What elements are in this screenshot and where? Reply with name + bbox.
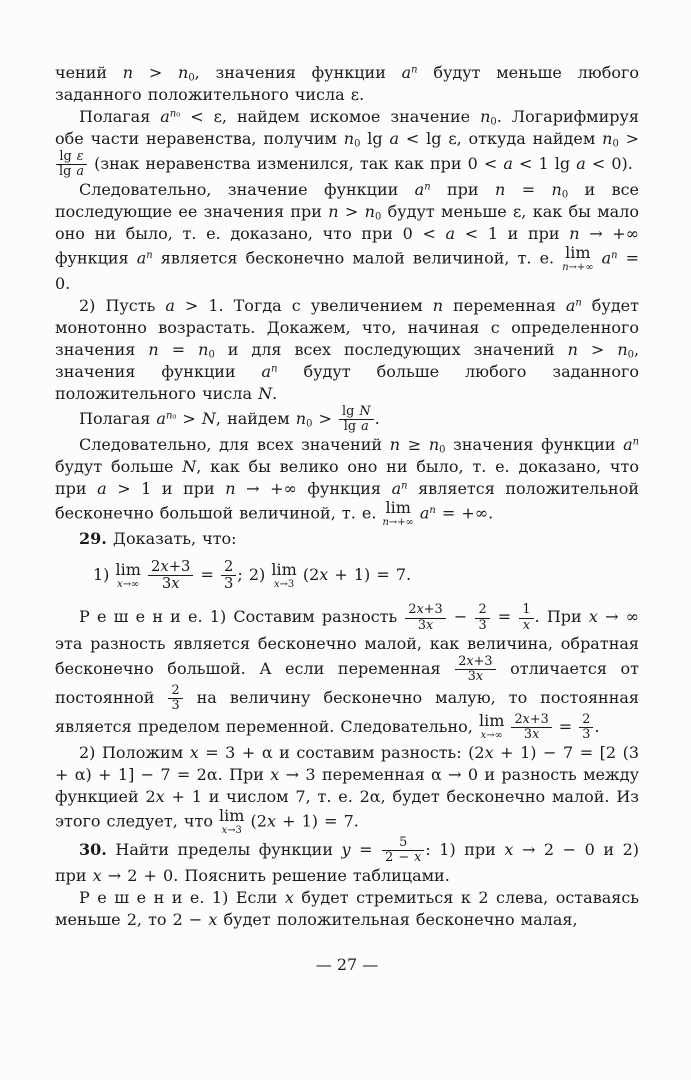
problem-29-formulas: 1) lim x→∞ $\frac{2x+3}{3x}$ = $\frac{2}{3}$ ; 2) lim x→3 (2x + 1) = 7. [93,558,412,593]
paragraph-sledovatelno-1: Следовательно, значение функции $a^n$ при $n = n_0$ и все последующие ее значения при $n > n_0$ будут меньше ε, как бы мало оно ни было, т. е. доказано, что при 0 < a < 1 и при n → +∞ функция $a^n$ является бесконечно малой величиной, т. е. lim n→+∞ $a^n = 0$. [55,180,640,294]
limit-operator: lim x→∞ [115,559,141,590]
fraction: $\frac{\text{lg N}}{\text{lg a}}$ [338,405,375,434]
limit-operator: lim x→3 [271,559,297,590]
fraction: $\frac{2}{3}$ [167,684,183,713]
paragraph-polagaya-N: Полагая $a^{n_0} > N$, найдем $n_0$ > $\frac{\text{lg N}}{\text{lg a}}$ . [79,404,380,435]
paragraph-sledovatelno-2: Следовательно, для всех значений $n \ge n_0$ значения функции $a^n$ будут больше N, как бы велико оно ни было, т. е. доказано, что при a > 1 и при n → +∞ функция $a^n$ является положительной бесконечно большой величиной, т. е. lim n→+∞ $a^n$ = +∞. [55,435,640,529]
paragraph-polagaya-epsilon: Полагая $a^{n_0} < \varepsilon$, найдем искомое значение $n_0$. Логарифмируя обе части неравенства, получим $n_0$ lg a < lg ε, откуда найдем $n_0$ > $\frac{\text{lg ε}}{\text{lg a}}$ (знак неравенства изменился, так как при 0 < a < 1 lg a < 0). [55,107,640,180]
fraction: $\frac{2x+3}{3x}$ [147,559,194,592]
limit-operator: lim x→∞ [478,711,505,742]
limit-operator: lim n→+∞ [382,498,414,529]
paragraph-continuation: чений $n > n_0$, значения функции $a^n$ будут меньше любого заданного положительного числа ε. [55,63,639,104]
limit-operator: lim x→3 [219,805,245,836]
fraction: $\frac{\text{lg ε}}{\text{lg a}}$ [55,150,88,179]
fraction: $\frac{2x+3}{3x}$ [404,603,446,632]
paragraph-case-2: 2) Пусть a > 1. Тогда с увеличением n переменная $a^n$ будет монотонно возрастать. Докажем, что, начиная с определенного значения $n = n_0$ и для всех последующих значений $n > n_0$, значения функции $a^n$ будут больше любого заданного положительного числа N. [55,296,640,404]
page-number: — 27 — [315,955,379,975]
fraction: $\frac{2}{3}$ [578,713,594,742]
problem-29-solution-part1: Р е ш е н и е. 1) Составим разность $\frac{2x+3}{3x}$ − $\frac{2}{3}$ = $\frac{1}{x}$ . При x → ∞ эта разность является бесконечно малой, как величина, обратная бесконечно большой. А если переменная $\frac{2x+3}{3x}$ отличается от постоянной $\frac{2}{3}$ на величину бесконечно малую, то постоянная является пределом переменной. Следовательно, lim x→∞ $\frac{2x+3}{3x}$ = $\frac{2}{3}$ . [55,602,640,742]
fraction: $\frac{5}{2 - x}$ [381,836,425,865]
fraction: $\frac{2}{3}$ [220,559,237,592]
fraction: $\frac{2}{3}$ [474,603,490,632]
problem-30-statement: 30. Найти пределы функции y = $\frac{5}{2 - x}$ : 1) при x → 2 − 0 и 2) при x → 2 + 0. Пояснить решение таблицами. [55,834,639,886]
limit-operator: lim n→+∞ [562,243,594,274]
problem-30-solution: Р е ш е н и е. 1) Если x будет стремиться к 2 слева, оставаясь меньше 2, то 2 − x будет положительная бесконечно малая, [55,888,640,930]
problem-29-solution-part2: 2) Положим x = 3 + α и составим разность: (2x + 1) − 7 = [2 (3 + α) + 1] − 7 = 2α. При x → 3 переменная α → 0 и разность между функцией 2x + 1 и числом 7, т. е. 2α, будет бесконечно малой. Из этого следует, что lim x→3 (2x + 1) = 7. [55,742,640,836]
fraction: $\frac{2x+3}{3x}$ [454,655,496,684]
problem-29-statement: 29. Доказать, что: [79,529,237,549]
fraction: $\frac{2x+3}{3x}$ [510,713,552,742]
fraction: $\frac{1}{x}$ [518,603,534,632]
